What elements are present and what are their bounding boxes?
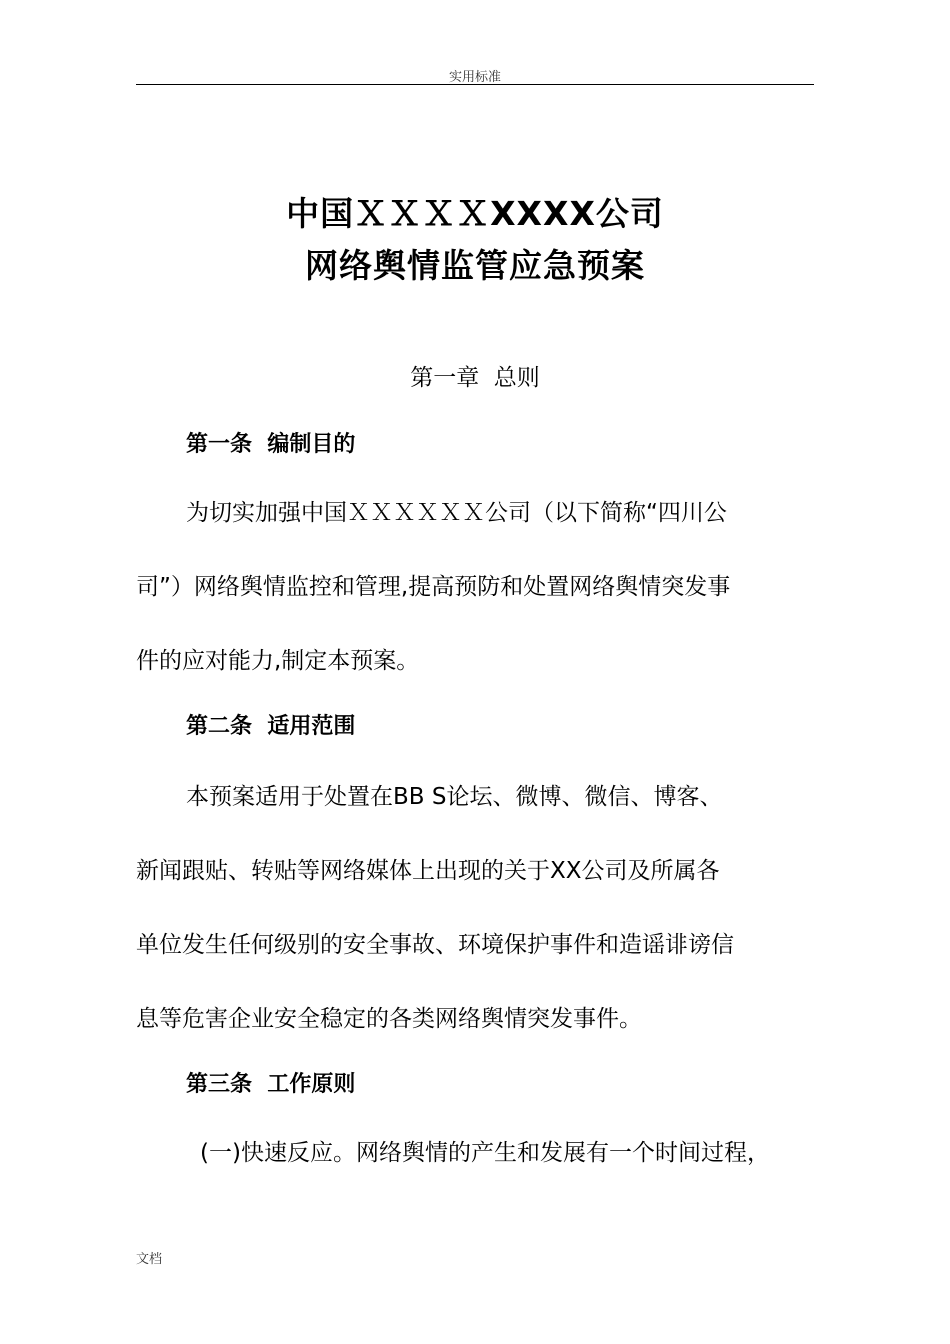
article-2-heading: 第二条 适用范围 [186,714,356,739]
paragraph-line: 息等危害企业安全稳定的各类网络舆情突发事件。 [136,1006,642,1032]
title-line-company: 中国ＸＸＸＸXXXX公司 [286,194,664,233]
chapter-heading: 第一章 总则 [410,365,540,391]
article-3-heading: 第三条 工作原则 [186,1072,356,1097]
document-title [136,188,814,292]
paragraph-line: 本预案适用于处置在BB S论坛、微博、微信、博客、 [186,784,723,810]
page-header: 实用标准 [448,70,501,85]
title-line-plan: 网络舆情监管应急预案 [305,246,645,285]
header-divider [136,84,814,85]
paragraph-line: 新闻跟贴、转贴等网络媒体上出现的关于XX公司及所属各 [136,858,720,884]
article-1-heading: 第一条 编制目的 [186,432,356,457]
paragraph-line: 司”）网络舆情监控和管理,提高预防和处置网络舆情突发事 [136,574,731,600]
paragraph-line: 为切实加强中国ＸＸＸＸＸＸ公司（以下简称“四川公 [186,500,727,526]
paragraph-line: 单位发生任何级别的安全事故、环境保护事件和造谣诽谤信 [136,932,734,958]
article-1-body [136,476,814,698]
paragraph-line: 件的应对能力,制定本预案。 [136,648,420,674]
article-3-body [136,1116,814,1190]
page-footer: 文档 [136,1252,163,1267]
paragraph-line: (一)快速反应。网络舆情的产生和发展有一个时间过程， [200,1140,770,1166]
article-2-body [136,760,814,1056]
